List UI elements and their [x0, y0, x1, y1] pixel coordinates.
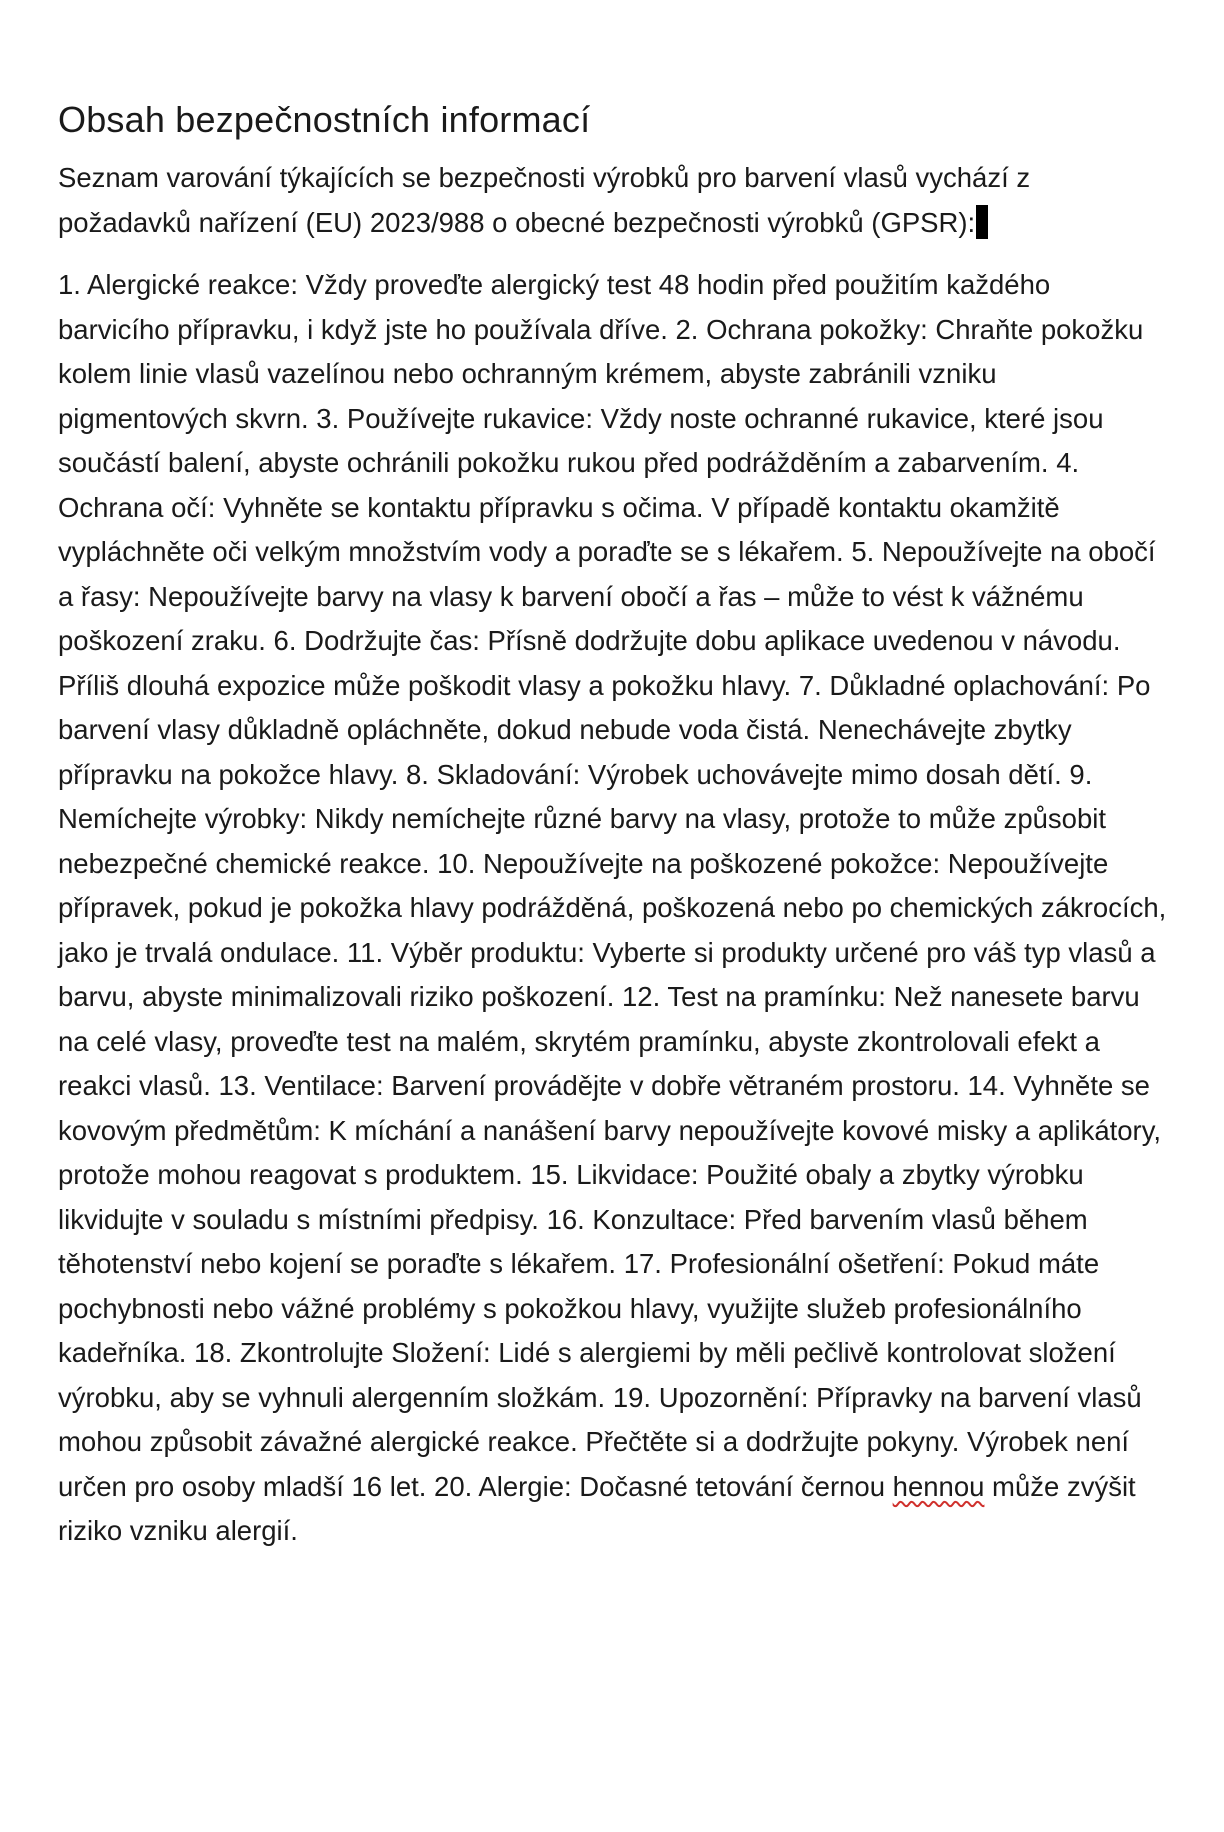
intro-paragraph[interactable] — [58, 156, 1168, 245]
document-title: Obsah bezpečnostních informací — [58, 99, 591, 140]
document-page[interactable] — [58, 96, 1168, 1554]
spelling-flagged-word[interactable]: hennou — [892, 1470, 985, 1502]
warnings-text-end: může zvýšit riziko vzniku alergií. — [58, 1470, 1136, 1546]
safety-warnings-paragraph[interactable] — [58, 263, 1168, 1554]
warnings-text: 1. Alergické reakce: Vždy proveďte alergický test 48 hodin před použitím každého barvicího přípravku, i když jste ho používala dříve. 2. Ochrana pokožky: Chraňte pokožku kolem linie vlasů vazelínou nebo ochranným krémem, abyste zabránili vzniku pigmentových skvrn. 3. Používejte rukavice: Vždy noste ochranné rukavice, které jsou součástí balení, abyste ochránili pokožku rukou před podrážděním a zabarvením. 4. Ochrana očí: Vyhněte se kontaktu přípravku s očima. V případě kontaktu okamžitě vypláchněte oči velkým množstvím vody a poraďte se s lékařem. 5. Nepoužívejte na obočí a řasy: Nepoužívejte barvy na vlasy k barvení obočí a řas – může to vést k vážnému poškození zraku. 6. Dodržujte čas: Přísně dodržujte dobu aplikace uvedenou v návodu. Příliš dlouhá expozice může poškodit vlasy a pokožku hlavy. 7. Důkladné oplachování: Po barvení vlasy důkladně opláchněte, dokud nebude voda čistá. Nenechávejte zbytky přípravku na pokožce hlavy. 8. Skladování: Výrobek uchovávejte mimo dosah dětí. 9. Nemíchejte výrobky: Nikdy nemíchejte různé barvy na vlasy, protože to může způsobit nebezpečné chemické reakce. 10. Nepoužívejte na poškozené pokožce: Nepoužívejte přípravek, pokud je pokožka hlavy podrážděná, poškozená nebo po chemických zákrocích, jako je trvalá ondulace. 11. Výběr produktu: Vyberte si produkty určené pro váš typ vlasů a barvu, abyste minimalizovali riziko poškození. 12. Test na pramínku: Než nanesete barvu na celé vlasy, proveďte test na malém, skrytém pramínku, abyste zkontrolovali efekt a reakci vlasů. 13. Ventilace: Barvení provádějte v dobře větraném prostoru. 14. Vyhněte se kovovým předmětům: K míchání a nanášení barvy nepoužívejte kovové misky a aplikátory, protože mohou reagovat s produktem. 15. Likvidace: Použité obaly a zbytky výrobku likvidujte v souladu s místními předpisy. 16. Konzultace: Před barvením vlasů během těhotenství nebo kojení se poraďte s lékařem. 17. Profesionální ošetření: Pokud máte pochybnosti nebo vážné problémy s pokožkou hlavy, využijte služeb profesionálního kadeřníka. 18. Zkontrolujte Složení: Lidé s alergiemi by měli pečlivě kontrolovat složení výrobku, aby se vyhnuli alergenním složkám. 19. Upozornění: Přípravky na barvení vlasů mohou způsobit závažné alergické reakce. Přečtěte si a dodržujte pokyny. Výrobek není určen pro osoby mladší 16 let. 20. Alergie: Dočasné tetování černou — [58, 269, 1167, 1502]
intro-text: Seznam varování týkajících se bezpečnosti výrobků pro barvení vlasů vychází z požadavků nařízení (EU) 2023/988 o obecné bezpečnosti výrobků (GPSR): — [58, 162, 1031, 238]
text-cursor — [976, 205, 988, 239]
